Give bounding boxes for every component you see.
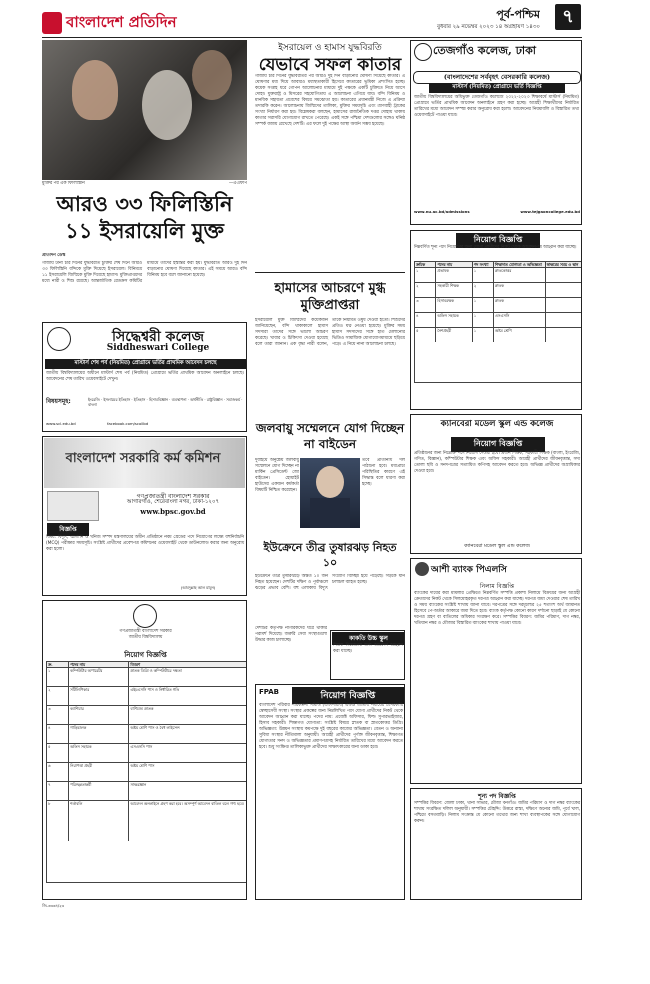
lead-photo	[42, 40, 247, 180]
siddheswari-subjects-label: বিষয়সমূহ:	[46, 398, 71, 405]
siddheswari-website[interactable]: www.scl.edu.bd	[46, 421, 76, 426]
ad-tejgaon	[410, 40, 582, 225]
ad-ashi-property: শূন্য পদ বিজ্ঞপ্তি সম্পত্তির বিবরণ: জেলা ঢাকা, থানা সাভার, মৌজা বনগাঁও। জমির পরিমাণ ও দাগ নম্বর ব্যাংকের শাখায় সংরক্ষিত দলিল অনুযায়ী। সম্পত্তির চৌহদ্দি: উত্তরে রাস্তা, দক্ষিণে অন্যের জমি, পূর্বে খাল, পশ্চিমে বসতবাড়ি। নিলাম সংক্রান্ত যে কোনো তথ্যের জন্য শাখা ব্যবস্থাপকের সঙ্গে যোগাযোগ করুন।	[410, 788, 582, 900]
siddheswari-logo-icon	[47, 327, 71, 351]
logo-mark-icon	[42, 12, 62, 34]
page-number: ৭	[555, 4, 581, 30]
tejgaon-body: জাতীয় বিশ্ববিদ্যালয়ের অধিভুক্ত তেজগাঁও কলেজে ২০২২-২০২৩ শিক্ষাবর্ষে মাস্টার্স (নিয়মিত) প্রোগ্রামে ভর্তির প্রাথমিক আবেদন অনলাইনে গ্রহণ করা হচ্ছে। আগ্রহী শিক্ষার্থীদের নির্ধারিত তারিখের মধ্যে আবেদন সম্পন্ন করার অনুরোধ করা হলো। আবেদনের নিয়মাবলি ও বিস্তারিত তথ্য ওয়েবসাইটে পাওয়া যাবে।	[414, 95, 579, 118]
tejgaon-tagline: (বাংলাদেশের সর্ববৃহৎ বেসরকারি কলেজ)	[413, 71, 581, 84]
bpsc-title: বাংলাদেশ সরকারি কর্ম কমিশন	[65, 451, 221, 466]
lead-byline: প্রতিদিন ডেস্ক	[42, 253, 66, 258]
siddheswari-facebook[interactable]: facebook.com/scollbd	[107, 421, 149, 426]
ad-niyog-table: নিয়োগ বিজ্ঞপ্তি নিম্নবর্ণিত শূন্য পদে নিয়োগের জন্য যোগ্য প্রার্থীদের নিকট থেকে আবেদনপত্র আহ্বান করা যাচ্ছে। ক্রমিক পদের নাম পদ সংখ্যা শিক্ষাগত যোগ্যতা ও অভিজ্ঞতা স্বাক্ষরের সময় ও স্থান ১ প্রভাষক ১ স্নাতকোত্তর ২ সহকারী শিক্ষক ২ স্নাতক ৩ হিসাবরক্ষক ১ স্নাতক ৪ অফিস সহায়ক ১ এসএসসি ৫ নৈশপ্রহরী ১ অষ্টম শ্রেণি	[410, 230, 582, 410]
ukraine-body-2: দেশটির কর্তৃপক্ষ নাগরিকদের ঘরে থাকার পরামর্শ দিয়েছে। জরুরি সেবা সংস্থাগুলো উদ্ধার কাজ চালাচ্ছে।	[255, 626, 327, 643]
ad-fpab	[255, 684, 405, 900]
canberra-body: প্রতিষ্ঠানের জন্য নিম্নোক্ত পদে নিয়োগ দেওয়া হবে। প্রধান শিক্ষক, সহকারী শিক্ষক (বাংলা, ইংরেজি, গণিত, বিজ্ঞান), কম্পিউটার শিক্ষক এবং অফিস সহকারী। আগ্রহী প্রার্থীদের জীবনবৃত্তান্ত, সদ্য তোলা ছবি ও সনদপত্রের সত্যায়িত কপিসহ আবেদন করতে হবে। অভিজ্ঞ প্রার্থীদের অগ্রাধিকার দেওয়া হবে।	[414, 451, 580, 474]
bpsc-notice-label: বিজ্ঞপ্তি	[47, 523, 89, 536]
ad-ministry: গণপ্রজাতন্ত্রী বাংলাদেশ সরকার জাতীয় বিশ্ববিদ্যালয় নিয়োগ বিজ্ঞপ্তি ক্র. পদের নাম বিবরণ ১ কম্পিউটার অপারেটর স্নাতক ডিগ্রি ও কম্পিউটারে দক্ষতা ২ সাঁটলিপিকার এইচএসসি পাস ও নির্ধারিত গতি ৩ ক্যাশিয়ার বাণিজ্যে স্নাতক ৪ গাড়িচালক অষ্টম শ্রেণি পাস ও বৈধ লাইসেন্স ৫ অফিস সহায়ক এসএসসি পাস ৬ নিরাপত্তা প্রহরী অষ্টম শ্রেণি পাস ৭ পরিচ্ছন্নতাকর্মী সাক্ষরজ্ঞান ৮ শর্তাবলি আবেদন অনলাইনে গ্রহণ করা হবে। অসম্পূর্ণ আবেদন বাতিল বলে গণ্য হবে।	[42, 600, 247, 900]
bpsc-signer: (আবদুল্লাহ আল মামুন)	[180, 585, 216, 590]
siddheswari-name-en: Siddheswari College	[106, 343, 210, 353]
bpsc-website[interactable]: www.bpsc.gov.bd	[140, 507, 206, 516]
bpsc-address: আগারগাঁও, শেরেবাংলা নগর, ঢাকা-১২০৭	[126, 499, 220, 505]
fpab-body: বাংলাদেশ পরিবার পরিকল্পনা সমিতি (এফপিএবি) একটি জাতীয় পর্যায়ের বেসরকারি স্বেচ্ছাসেবী সংস্থা। সংস্থার প্রকল্পের জন্য নিম্নলিখিত পদে যোগ্য প্রার্থীদের নিকট থেকে আবেদন আহ্বান করা যাচ্ছে। পদের নাম: প্রজেক্ট অফিসার, ফিল্ড সুপারভাইজার, হিসাব সহকারী। শিক্ষাগত যোগ্যতা: সংশ্লিষ্ট বিষয়ে স্নাতক বা স্নাতকোত্তর ডিগ্রি। অভিজ্ঞতা: উন্নয়ন সংস্থায় কমপক্ষে দুই বছরের কাজের অভিজ্ঞতা। বেতন ও অন্যান্য সুবিধা সংস্থার নীতিমালা অনুযায়ী। আগ্রহী প্রার্থীদের পূর্ণাঙ্গ জীবনবৃত্তান্ত, শিক্ষাগত যোগ্যতার সনদ ও অভিজ্ঞতার প্রমাণপত্রসহ নির্ধারিত তারিখের মধ্যে আবেদন করতে হবে। শুধু সংক্ষিপ্ত তালিকাভুক্ত প্রার্থীদের সাক্ষাৎকারের জন্য ডাকা হবে।	[259, 703, 403, 750]
biden-body-left: দুবাইয়ে অনুষ্ঠেয় জলবায়ু সম্মেলনে যোগ দিচ্ছেন না মার্কিন প্রেসিডেন্ট জো বাইডেন। হোয়াইট হাউসের একজন কর্মকর্তা বিষয়টি নিশ্চিত করেছেন।	[255, 458, 299, 493]
hamas-headline: হামাসের আচরণে মুগ্ধ মুক্তিপ্রাপ্তরা	[274, 281, 386, 313]
bpsc-portrait	[47, 491, 99, 521]
ad-bpsc	[42, 436, 247, 596]
tejgaon-name: তেজগাঁও কলেজ, ঢাকা	[433, 44, 536, 57]
ashi-property-title: শূন্য পদ বিজ্ঞপ্তি	[478, 793, 516, 800]
ad-ashi-bank	[410, 558, 582, 784]
hamas-body: ইসরায়েলি মুক্ত জিম্মিদের কয়েকজন জানিয়েছেন, বন্দি থাকাকালে হামাস সদস্যরা তাদের সঙ্গে ভালো আচরণ করেছে। খাবার ও চিকিৎসা দেওয়া হয়েছে বলে তারা জানান। এক বৃদ্ধা নারী বলেন, তাকে নিয়মিত ওষুধ দেওয়া হতো। শিশুদের প্রতিও যত্ন নেওয়া হয়েছে। মুক্তির সময় হামাস সদস্যদের সঙ্গে হাত মেলানোর ভিডিও সামাজিক যোগাযোগমাধ্যমে ছড়িয়ে পড়ে। এ নিয়ে নানা আলোচনা চলছে।	[255, 318, 405, 347]
canberra-footer: ক্যানবেরা মডেল স্কুল এন্ড কলেজ	[464, 543, 530, 549]
logo-text: বাংলাদেশ প্রতিদিন	[66, 13, 177, 31]
bpsc-org: গণপ্রজাতন্ত্রী বাংলাদেশ সরকার	[136, 493, 210, 500]
masthead-logo	[42, 10, 212, 36]
photo-credit: —এএফপি	[228, 181, 247, 186]
qatar-kicker: ইসরায়েল ও হামাস যুদ্ধবিরতি	[278, 43, 382, 52]
biden-photo	[300, 458, 360, 528]
bpsc-body: বিষয়: বিদ্যুৎ, জ্বালানি ও খনিজ সম্পদ মন্ত্রণালয়ের অধীন প্রতিষ্ঠানে নবম গ্রেডের পদে নিয়োগের লক্ষ্যে বহুনির্বাচনি (MCQ) পরীক্ষার সময়সূচি। সংশ্লিষ্ট প্রার্থীদের প্রবেশপত্র কমিশনের ওয়েবসাইট থেকে ডাউনলোড করার জন্য অনুরোধ করা হলো।	[46, 535, 244, 552]
tejgaon-logo-icon	[414, 43, 432, 61]
ministry-logo-icon	[133, 604, 157, 628]
kaka-title: কাকতি উচ্চ স্কুল	[332, 632, 405, 645]
ashi-body: ব্যাংকের দায়ের করা মামলার প্রেক্ষিতে নিম্নবর্ণিত সম্পত্তি প্রকাশ্য নিলামে বিক্রয়ের জন্য আগ্রহী ক্রেতাদের নিকট থেকে সিলমোহরকৃত দরপত্র আহ্বান করা যাচ্ছে। দরপত্র জমা দেওয়ার শেষ তারিখ ও সময় ব্যাংকের সংশ্লিষ্ট শাখায় জানা যাবে। দরপত্রের সঙ্গে দরমূল্যের ২৫ শতাংশ অর্থ জামানত হিসেবে পে-অর্ডার আকারে জমা দিতে হবে। ব্যাংক কর্তৃপক্ষ কোনো কারণ দর্শানো ছাড়াই যে কোনো দরপত্র গ্রহণ বা বাতিলের অধিকার সংরক্ষণ করে। সম্পত্তির বিবরণ: জমির পরিমাণ, দাগ নম্বর, খতিয়ান নম্বর ও মৌজার বিস্তারিত ব্যাংকের শাখায় পাওয়া যাবে।	[414, 591, 580, 626]
ad-kaka: কাকতি উচ্চ স্কুল শিক্ষক নিয়োগের জন্য আবেদন আহ্বান করা যাচ্ছে।	[330, 630, 405, 680]
ministry-title: নিয়োগ বিজ্ঞপ্তি	[124, 650, 167, 659]
center-divider	[255, 272, 405, 273]
ministry-table: ক্র. পদের নাম বিবরণ ১ কম্পিউটার অপারেটর স্নাতক ডিগ্রি ও কম্পিউটারে দক্ষতা ২ সাঁটলিপিকার এইচএসসি পাস ও নির্ধারিত গতি ৩ ক্যাশিয়ার বাণিজ্যে স্নাতক ৪ গাড়িচালক অষ্টম শ্রেণি পাস ও বৈধ লাইসেন্স ৫ অফিস সহায়ক এসএসসি পাস ৬ নিরাপত্তা প্রহরী অষ্টম শ্রেণি পাস ৭ পরিচ্ছন্নতাকর্মী সাক্ষরজ্ঞান ৮ শর্তাবলি আবেদন অনলাইনে গ্রহণ করা হবে। অসম্পূর্ণ আবেদন বাতিল বলে গণ্য হবে।	[46, 661, 247, 883]
ukraine-body: ইউক্রেনে তীব্র তুষারঝড়ে অন্তত ১০ জন নিহত হয়েছেন। দেশটির দক্ষিণ ও পূর্বাঞ্চলে ঝড়ের প্রভাব বেশি। বহু এলাকায় বিদ্যুৎ সংযোগ বিচ্ছিন্ন হয়ে পড়েছে। সড়কে যান চলাচল ব্যাহত হচ্ছে।	[255, 574, 405, 591]
ukraine-headline: ইউক্রেনে তীব্র তুষারঝড় নিহত ১০	[263, 541, 397, 569]
footer-code: জি-৩৩৩৪/২৩	[42, 903, 64, 908]
qatar-headline: যেভাবে সফল কাতার	[258, 55, 402, 72]
biden-headline: জলবায়ু সম্মেলনে যোগ দিচ্ছেন না বাইডেন	[255, 421, 405, 451]
ad-siddheswari: সিদ্ধেশ্বরী কলেজ Siddheswari College মাস্টার্স শেষ পর্ব (নিয়মিত) প্রোগ্রামে ভর্তির প্রাথমিক আবেদন চলছে জাতীয় বিশ্ববিদ্যালয়ের অধীনে মাস্টার্স শেষ পর্ব (নিয়মিত) প্রোগ্রামে ভর্তির প্রাথমিক আবেদন অনলাইনে চলছে। আবেদনের শেষ তারিখ ওয়েবসাইটে দেখুন। বিষয়সমূহ: ইংরেজি · ইসলামের ইতিহাস · ইতিহাস · হিসাববিজ্ঞান · ব্যবস্থাপনা · অর্থনীতি · রাষ্ট্রবিজ্ঞান · সমাজকর্ম · বাংলা www.scl.edu.bd facebook.com/scollbd	[42, 322, 247, 432]
tejgaon-website2[interactable]: www.tejgaoncollege.edu.bd	[520, 209, 580, 214]
lead-headline: আরও ৩৩ ফিলিস্তিনি ১১ ইসরায়েলি মুক্ত	[56, 191, 233, 243]
header-rule	[42, 37, 582, 38]
date-line: বুধবার ২৯ নভেম্বর ২০২৩ ১৪ অগ্রহায়ণ ১৪৩০	[437, 24, 540, 30]
tejgaon-website1[interactable]: www.nu.ac.bd/admissions	[414, 209, 470, 214]
canberra-title: নিয়োগ বিজ্ঞপ্তি	[451, 437, 545, 452]
ashi-logo-icon	[415, 562, 429, 576]
section-label: পূর্ব-পশ্চিম	[496, 8, 540, 21]
ad-canberra	[410, 414, 582, 554]
niyog1-table: ক্রমিক পদের নাম পদ সংখ্যা শিক্ষাগত যোগ্যতা ও অভিজ্ঞতা স্বাক্ষরের সময় ও স্থান ১ প্রভাষক ১ স্নাতকোত্তর ২ সহকারী শিক্ষক ২ স্নাতক ৩ হিসাবরক্ষক ১ স্নাতক ৪ অফিস সহায়ক ১ এসএসসি ৫ নৈশপ্রহরী ১ অষ্টম শ্রেণি	[414, 261, 582, 383]
ashi-name: আশী ব্যাংক পিএলসি	[431, 565, 507, 575]
siddheswari-name-bn: সিদ্ধেশ্বরী কলেজ	[111, 329, 205, 345]
fpab-title: নিয়োগ বিজ্ঞপ্তি	[292, 687, 404, 704]
fpab-logo: FPAB	[259, 688, 280, 696]
lead-body: গাজায় টানা চার দিনের যুদ্ধবিরতি চুক্তির শেষ দিনে আরও ৩৩ ফিলিস্তিনি বন্দিকে মুক্তি দিয়েছে ইসরায়েল। বিনিময়ে ১১ ইসরায়েলি জিম্মিকে মুক্তি দিয়েছে হামাস। মুক্তিপ্রাপ্তদের মধ্যে নারী ও শিশু রয়েছে। আন্তর্জাতিক রেডক্রস কমিটির মাধ্যমে তাদের হস্তান্তর করা হয়। যুদ্ধবিরতি আরও দুই দিন বাড়ানোর ঘোষণা দিয়েছে কাতার। এই সময়ে আরও বন্দি বিনিময় হবে বলে জানানো হয়েছে।	[42, 261, 247, 284]
qatar-body: গাজায় চার দিনের যুদ্ধবিরতির পর আরও দুই দিন বাড়ানোর ঘোষণা দিয়েছে কাতার। এ ঘোষণার মধ্য দিয়ে আবারও মধ্যস্থতাকারী হিসেবে কাতারের ভূমিকা প্রশংসিত হচ্ছে। কয়েক সপ্তাহ ধরে গোপন আলোচনার মাধ্যমে দুই পক্ষকে একটি চুক্তিতে নিয়ে আসে দোহা। যুক্তরাষ্ট্র ও মিসরের সহযোগিতায় এ আলোচনা এগিয়ে যায়। বন্দি বিনিময় ও মানবিক সহায়তা প্রবেশের বিষয়ে সমঝোতা হয়। কাতারের প্রধানমন্ত্রী নিজে এ প্রক্রিয়া তদারকি করেন। আলোচনায় জিম্মিদের তালিকা, মুক্তির সময়সূচি এবং ত্রাণবাহী ট্রাকের সংখ্যা নির্ধারণ করা হয়। বিশ্লেষকরা বলছেন, হামাসের রাজনৈতিক দপ্তর দোহায় থাকায় কাতার সরাসরি যোগাযোগ রাখতে পেরেছে। একই সঙ্গে পশ্চিমা দেশগুলোর সঙ্গেও ঘনিষ্ঠ সম্পর্ক বজায় রেখেছে দেশটি। এর ফলে দুই পক্ষের আস্থা অর্জন সম্ভব হয়েছে।	[255, 74, 405, 127]
niyog1-title: নিয়োগ বিজ্ঞপ্তি	[456, 233, 540, 248]
tejgaon-program: মাস্টার্স (নিয়মিত) প্রোগ্রামে ভর্তি বিজ্ঞপ্তি	[429, 83, 565, 93]
canberra-name: ক্যানবেরা মডেল স্কুল এন্ড কলেজ	[440, 419, 554, 429]
biden-body-right: তবে প্রতিনিধি দল পাঠানো হবে। মধ্যপ্রাচ্য পরিস্থিতির কারণে এই সিদ্ধান্ত বলে ধারণা করা হচ্ছে।	[362, 458, 405, 487]
ashi-notice: নিলাম বিজ্ঞপ্তি	[479, 583, 515, 590]
siddheswari-notice: মাস্টার্স শেষ পর্ব (নিয়মিত) প্রোগ্রামে ভর্তির প্রাথমিক আবেদন চলছে	[45, 359, 246, 369]
photo-caption: মুক্তির পর এক ফিলিস্তিনি	[42, 181, 85, 186]
